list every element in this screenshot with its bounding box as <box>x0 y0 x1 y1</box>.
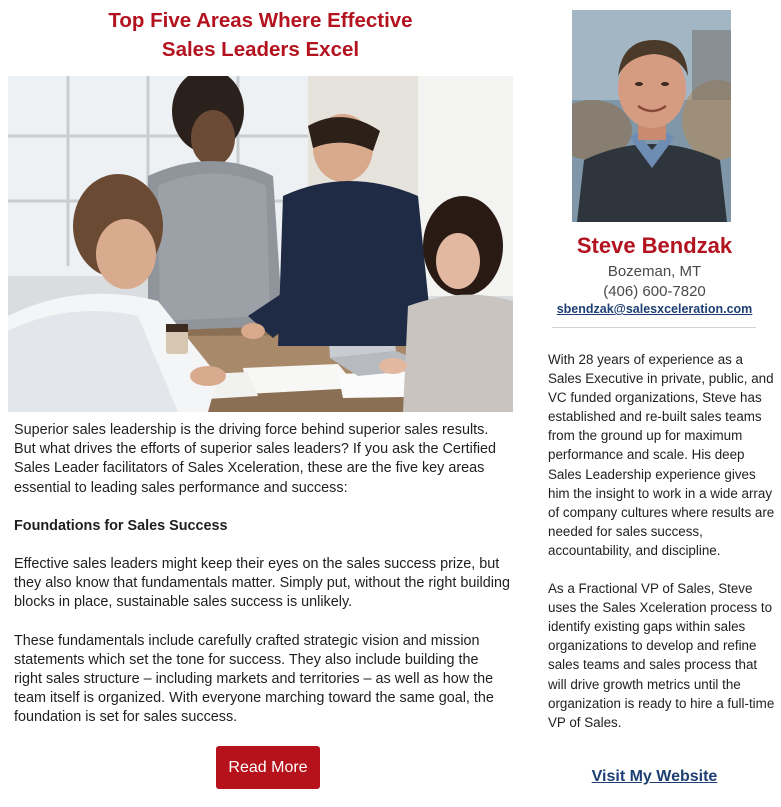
profile-photo <box>572 10 731 222</box>
profile-location: Bozeman, MT <box>607 263 702 280</box>
read-more-button[interactable]: Read More <box>216 746 320 789</box>
profile-email-link[interactable]: sbendzak@salesxceleration.com <box>556 302 753 316</box>
article-title-line1: Top Five Areas Where Effective <box>108 9 413 32</box>
article-title <box>8 6 513 64</box>
article-paragraph-1: Effective sales leaders might keep their eyes on the sales success prize, but they also know that fundamentals matter. Simply put, without the right building blocks in place, sustainable sales success is unlikely. <box>14 556 510 611</box>
article-intro: Superior sales leadership is the driving force behind superior sales results. But what drives the efforts of superior sales leaders? If you ask the Certified Sales Leader facilitators of Sales Xceleration, these are the five key areas essential to leading sales performance and success: <box>14 422 497 496</box>
article-body <box>14 421 510 747</box>
profile-divider <box>552 327 756 328</box>
team-meeting-photo <box>8 76 513 412</box>
profile-bio-paragraph-1: With 28 years of experience as a Sales Executive in private, public, and VC funded organizations, Steve has established and re-built sales teams from the ground up for maximum performance and scale. His deep Sales Leadership experience gives him the insight to work in a wide array of company cultures where results are needed for sales success, accountability, and discipline. <box>548 352 775 558</box>
profile-phone: (406) 600-7820 <box>603 283 706 300</box>
article-title-line2: Sales Leaders Excel <box>161 38 360 61</box>
article-column <box>8 0 513 776</box>
profile-name: Steve Bendzak <box>576 233 733 258</box>
article-subheading: Foundations for Sales Success <box>14 517 228 534</box>
profile-bio <box>548 350 778 751</box>
headshot-photo <box>572 10 731 222</box>
article-paragraph-2: These fundamentals include carefully crafted strategic vision and mission statements which set the tone for success. They also include building the right sales structure – including markets and territories – as well as how the team itself is organized. With everyone marching toward the same goal, the foundation is set for sales success. <box>14 632 494 726</box>
visit-website-link[interactable]: Visit My Website <box>591 768 718 785</box>
article-hero-image <box>8 76 513 412</box>
profile-bio-paragraph-2: As a Fractional VP of Sales, Steve uses the Sales Xceleration process to identify existing gaps within sales organizations to develop and refine sales teams and sales process that will drive growth metrics until the organization is ready to hire a full-time VP of Sales. <box>548 581 775 730</box>
